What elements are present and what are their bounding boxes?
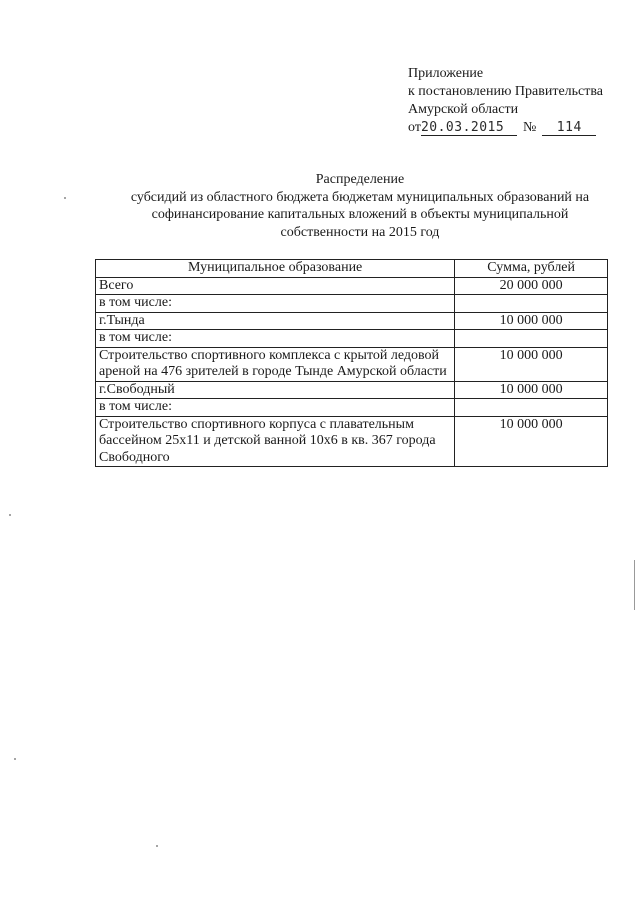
scan-speck [156, 845, 158, 847]
row-amount [455, 330, 608, 348]
row-name: в том числе: [96, 399, 455, 417]
row-name: Всего [96, 277, 455, 295]
date-value: 20.03.2015 [420, 120, 505, 135]
appendix-resolution: к постановлению Правительства [408, 84, 604, 99]
table-row [96, 277, 608, 295]
scan-speck [14, 758, 16, 760]
appendix-date-number [408, 119, 634, 137]
row-amount: 10 000 000 [455, 416, 608, 467]
appendix-header [408, 65, 634, 137]
row-name: г.Свободный [96, 381, 455, 399]
row-amount: 10 000 000 [455, 381, 608, 399]
table-row [96, 295, 608, 313]
title-line-4: собственности на 2015 год [280, 224, 440, 240]
appendix-title: Приложение [408, 66, 484, 81]
row-name: Строительство спортивного комплекса с крытой ледовой ареной на 476 зрителей в городе Тынде Амурской области [96, 347, 455, 381]
number-value: 114 [556, 120, 582, 135]
row-amount [455, 295, 608, 313]
row-name: в том числе: [96, 330, 455, 348]
title-line-2: субсидий из областного бюджета бюджетам муниципальных образований на [130, 189, 590, 205]
row-amount: 10 000 000 [455, 312, 608, 330]
table-row [96, 381, 608, 399]
document-title [96, 171, 624, 241]
title-line-3: софинансирование капитальных вложений в объекты муниципальной [151, 207, 569, 222]
scan-speck [9, 514, 11, 516]
distribution-table [95, 259, 608, 467]
header-municipality: Муниципальное образование [96, 260, 455, 278]
table-row [96, 312, 608, 330]
appendix-region: Амурской области [408, 102, 519, 117]
row-name: Строительство спортивного корпуса с плавательным бассейном 25х11 и детской ванной 10х6 в кв. 367 города Свободного [96, 416, 455, 467]
table-row [96, 416, 608, 467]
table-row [96, 347, 608, 381]
title-line-1: Распределение [315, 172, 405, 187]
row-name: г.Тында [96, 312, 455, 330]
row-name: в том числе: [96, 295, 455, 313]
scan-speck [64, 197, 66, 199]
row-amount: 10 000 000 [455, 347, 608, 381]
number-sign: № [522, 120, 537, 135]
date-prefix: от [408, 120, 421, 135]
table-header-row [96, 260, 608, 278]
table-row [96, 399, 608, 417]
row-amount: 20 000 000 [455, 277, 608, 295]
scan-edge-mark [634, 560, 635, 610]
header-amount: Сумма, рублей [455, 260, 608, 278]
table-row [96, 330, 608, 348]
number-field [542, 120, 596, 136]
row-amount [455, 399, 608, 417]
date-field [421, 120, 517, 136]
